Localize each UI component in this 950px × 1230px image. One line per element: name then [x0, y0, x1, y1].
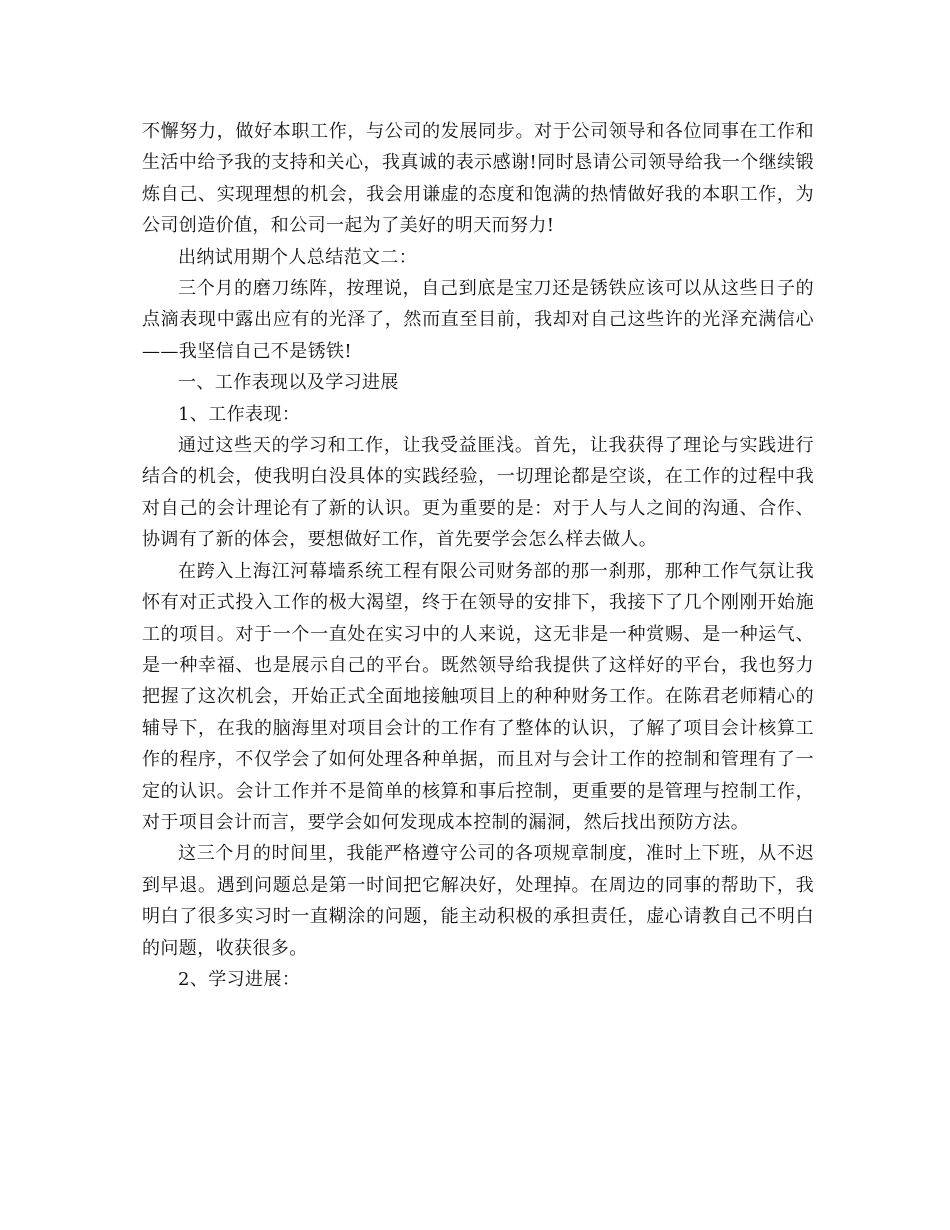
subheading-work-performance: 1、工作表现：	[178, 403, 301, 425]
section-title-example-two: 出纳试用期个人总结范文二：	[178, 246, 418, 268]
paragraph-intro: 三个月的磨刀练阵，按理说，自己到底是宝刀还是锈铁应该可以从这些日子的点滴表现中露出应有的光泽了，然而直至目前，我却对自己这些许的光泽充满信心——我坚信自己不是锈铁!	[142, 278, 814, 362]
paragraph-three-months: 这三个月的时间里，我能严格遵守公司的各项规章制度，准时上下班，从不迟到早退。遇到问题总是第一时间把它解决好，处理掉。在周边的同事的帮助下，我明白了很多实习时一直糊涂的问题，能主动积极的承担责任，虚心请教自己不明白的问题，收获很多。	[142, 843, 814, 959]
paragraph-continuation: 不懈努力，做好本职工作，与公司的发展同步。对于公司领导和各位同事在工作和生活中给予我的支持和关心，我真诚的表示感谢!同时恳请公司领导给我一个继续锻炼自己、实现理想的机会，我会用谦虚的态度和饱满的热情做好我的本职工作，为公司创造价值，和公司一起为了美好的明天而努力!	[142, 121, 814, 237]
heading-work-performance-and-study: 一、工作表现以及学习进展	[178, 372, 399, 394]
paragraph-finance-department: 在跨入上海江河幕墙系统工程有限公司财务部的那一刹那，那种工作气氛让我怀有对正式投入工作的极大渴望，终于在领导的安排下，我接下了几个刚刚开始施工的项目。对于一个一直处在实习中的人来说，这无非是一种赏赐、是一种运气、是一种幸福、也是展示自己的平台。既然领导给我提供了这样好的平台，我也努力把握了这次机会，开始正式全面地接触项目上的种种财务工作。在陈君老师精心的辅导下，在我的脑海里对项目会计的工作有了整体的认识，了解了项目会计核算工作的程序，不仅学会了如何处理各种单据，而且对与会计工作的控制和管理有了一定的认识。会计工作并不是简单的核算和事后控制，更重要的是管理与控制工作，对于项目会计而言，要学会如何发现成本控制的漏洞，然后找出预防方法。	[142, 560, 814, 833]
paragraph-work-benefits: 通过这些天的学习和工作，让我受益匪浅。首先，让我获得了理论与实践进行结合的机会，使我明白没具体的实践经验，一切理论都是空谈，在工作的过程中我对自己的会计理论有了新的认识。更为重要的是：对于人与人之间的沟通、合作、协调有了新的体会，要想做好工作，首先要学会怎么样去做人。	[142, 435, 814, 551]
document-body	[142, 116, 814, 995]
subheading-study-progress: 2、学习进展：	[178, 968, 301, 990]
